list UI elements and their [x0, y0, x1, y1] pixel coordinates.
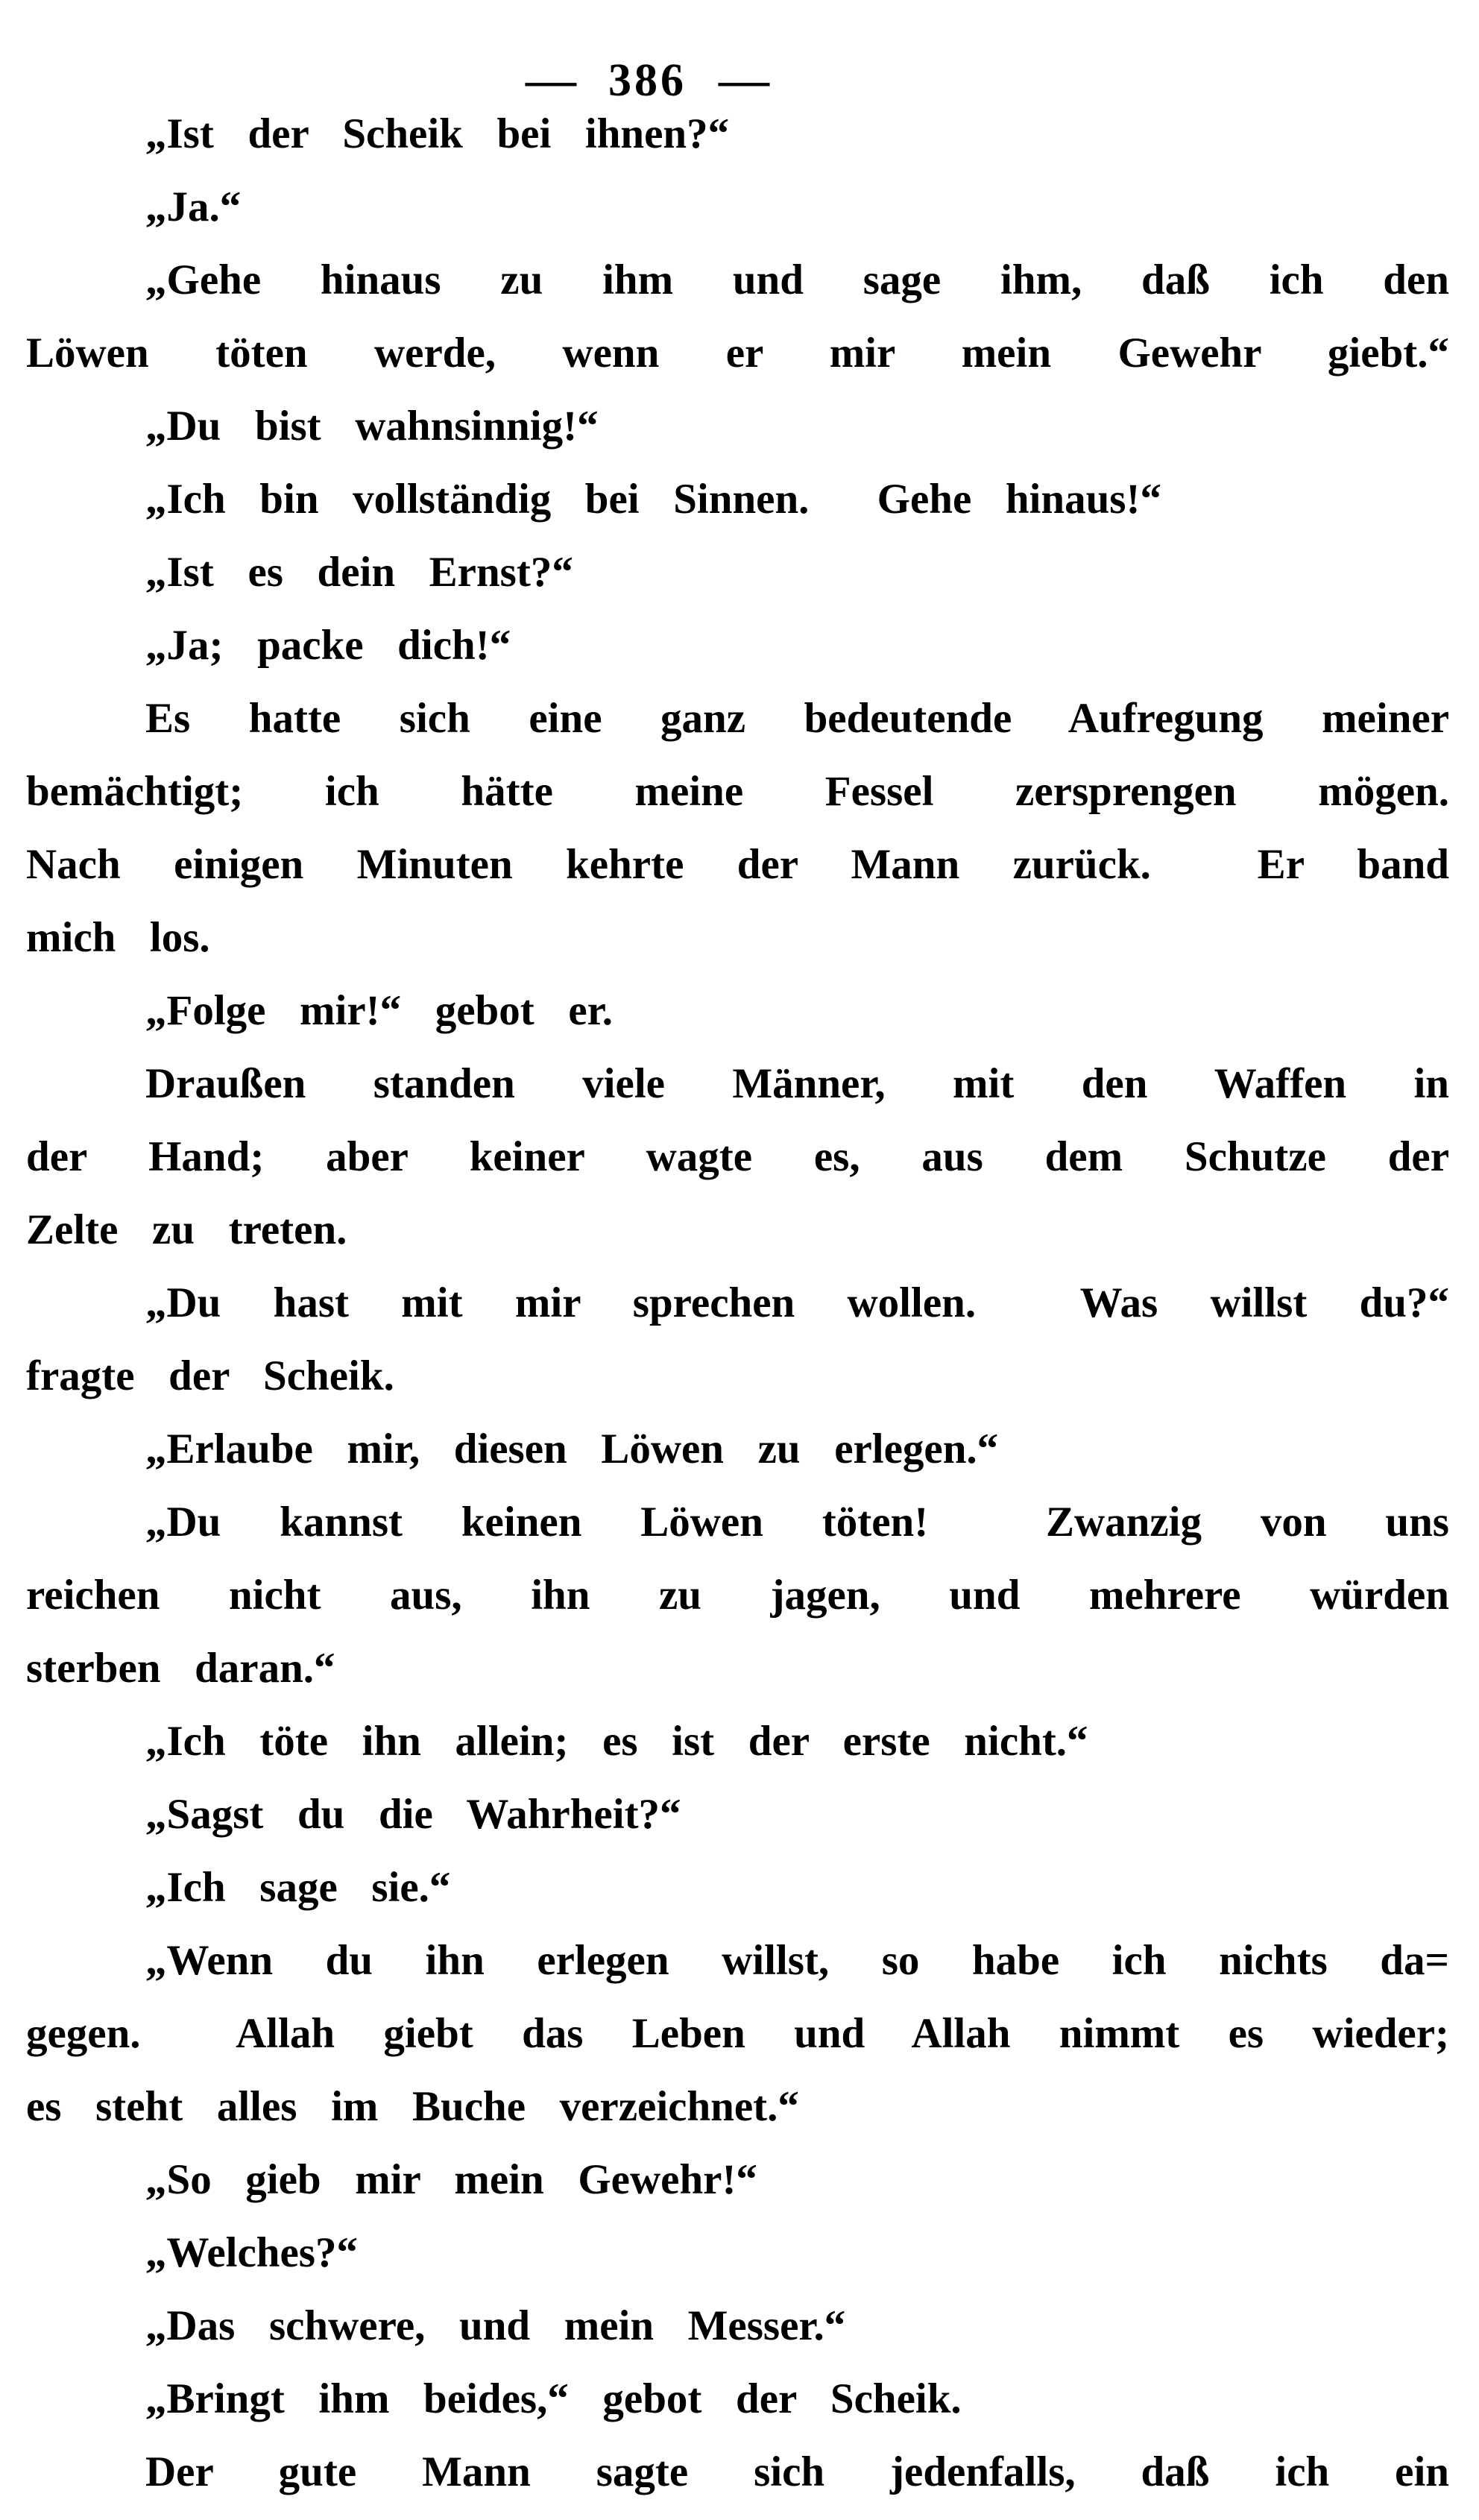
text-line: „Du bist wahnsinnig!“ [145, 403, 599, 450]
text-line: „Das schwere, und mein Messer.“ [145, 2302, 846, 2349]
text-line: bemächtigt; ich hätte meine Fessel zersprengen mögen. [26, 768, 1449, 815]
text-line: „Erlaube mir, diesen Löwen zu erlegen.“ [145, 1426, 999, 1472]
text-line: mich los. [26, 914, 210, 961]
text-line: Zelte zu treten. [26, 1206, 347, 1253]
text-line: der Hand; aber keiner wagte es, aus dem Schutze der [26, 1133, 1449, 1180]
text-line: „Sagst du die Wahrheit?“ [145, 1791, 681, 1838]
text-line: „Du hast mit mir sprechen wollen. Was willst du?“ [145, 1279, 1449, 1326]
text-line: „Welches?“ [145, 2229, 358, 2276]
text-line: „Folge mir!“ gebot er. [145, 987, 613, 1034]
text-line: reichen nicht aus, ihn zu jagen, und mehrere würden [26, 1572, 1449, 1619]
body-text [26, 98, 1449, 2509]
text-line: „Ich töte ihn allein; es ist der erste nicht.“ [145, 1718, 1088, 1765]
text-line: „Bringt ihm beides,“ gebot der Scheik. [145, 2375, 962, 2422]
text-line: es steht alles im Buche verzeichnet.“ [26, 2083, 799, 2130]
text-line: „Ja; packe dich!“ [145, 622, 511, 669]
text-line: „Ich sage sie.“ [145, 1864, 451, 1911]
page-header [0, 4, 1272, 106]
page-number: 386 [608, 55, 687, 107]
text-line: „So gieb mir mein Gewehr!“ [145, 2156, 757, 2203]
text-line: gegen. Allah giebt das Leben und Allah nimmt es wieder; [26, 2010, 1449, 2057]
text-line: „Du kannst keinen Löwen töten! Zwanzig von uns [145, 1499, 1449, 1546]
text-line: „Ich bin vollständig bei Sinnen. Gehe hinaus!“ [145, 476, 1161, 523]
text-line: „Ist es dein Ernst?“ [145, 549, 573, 596]
text-line: Draußen standen viele Männer, mit den Waffen in [145, 1060, 1449, 1107]
text-line: „Ja.“ [145, 183, 242, 230]
header-right-dash: — [718, 55, 770, 107]
text-line: Nach einigen Minuten kehrte der Mann zurück. Er band [26, 841, 1449, 888]
text-line: fragte der Scheik. [26, 1352, 394, 1399]
text-line: „Wenn du ihn erlegen willst, so habe ich nichts da= [145, 1937, 1449, 1984]
text-line: Es hatte sich eine ganz bedeutende Aufregung meiner [145, 695, 1449, 742]
text-line: „Gehe hinaus zu ihm und sage ihm, daß ich den [145, 256, 1449, 303]
text-line: sterben daran.“ [26, 1645, 335, 1692]
text-line: Der gute Mann sagte sich jedenfalls, daß ich ein [145, 2448, 1449, 2495]
text-line: Löwen töten werde, wenn er mir mein Gewehr giebt.“ [26, 330, 1449, 377]
header-left-dash: — [525, 55, 577, 107]
text-line: „Ist der Scheik bei ihnen?“ [145, 110, 730, 157]
